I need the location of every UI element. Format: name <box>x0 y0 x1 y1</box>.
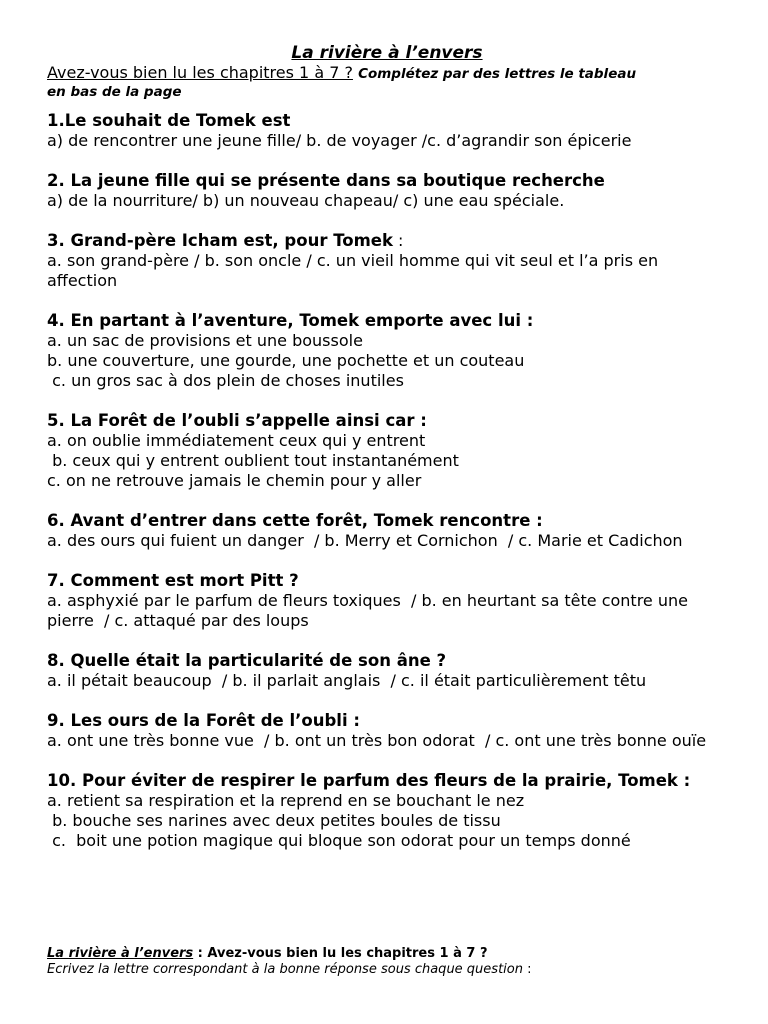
answer-options: a. asphyxié par le parfum de fleurs toxiques / b. en heurtant sa tête contre une pierre / c. attaqué par des loups <box>47 591 694 630</box>
question-8 <box>47 651 727 691</box>
question-heading <box>47 311 727 331</box>
question-7 <box>47 571 727 631</box>
question-heading <box>47 651 727 671</box>
intro-instruction-continued: en bas de la page <box>47 84 182 100</box>
question-text: 8. Quelle était la particularité de son âne ? <box>47 651 447 670</box>
question-text: 1.Le souhait de Tomek est <box>47 111 291 130</box>
answer-options: a. ont une très bonne vue / b. ont un très bon odorat / c. ont une très bonne ouïe <box>47 731 707 750</box>
question-text: 4. En partant à l’aventure, Tomek emporte avec lui : <box>47 311 534 330</box>
question-2 <box>47 171 727 211</box>
question-heading <box>47 171 727 191</box>
question-heading <box>47 711 727 731</box>
question-1 <box>47 111 727 151</box>
question-heading <box>47 571 727 591</box>
answer-options: b. bouche ses narines avec deux petites boules de tissu <box>47 811 501 830</box>
footer-title-rest: : Avez-vous bien lu les chapitres 1 à 7 ? <box>193 946 488 961</box>
answer-options: a. il pétait beaucoup / b. il parlait anglais / c. il était particulièrement têtu <box>47 671 647 690</box>
question-heading <box>47 771 727 791</box>
footer-instruction: Ecrivez la lettre correspondant à la bonne réponse sous chaque question <box>47 962 523 977</box>
footer-instruction-line <box>47 962 727 978</box>
question-4 <box>47 311 727 391</box>
question-text: 9. Les ours de la Forêt de l’oubli : <box>47 711 360 730</box>
question-text: 3. Grand-père Icham est, pour Tomek <box>47 231 393 250</box>
question-text: 5. La Forêt de l’oubli s’appelle ainsi car : <box>47 411 427 430</box>
question-heading <box>47 111 727 131</box>
footer-title: La rivière à l’envers <box>47 946 194 961</box>
answer-options: c. on ne retrouve jamais le chemin pour y aller <box>47 471 422 490</box>
worksheet-title: La rivière à l’envers <box>291 43 483 63</box>
question-9 <box>47 711 727 751</box>
question-10 <box>47 771 727 851</box>
answer-options: b. ceux qui y entrent oublient tout instantanément <box>47 451 459 470</box>
question-text: 2. La jeune fille qui se présente dans sa boutique recherche <box>47 171 605 190</box>
answer-table-header <box>47 946 727 978</box>
question-text: 10. Pour éviter de respirer le parfum des fleurs de la prairie, Tomek : <box>47 771 691 790</box>
intro-line <box>47 63 727 84</box>
answer-options: a. un sac de provisions et une boussole <box>47 331 363 350</box>
worksheet <box>47 43 727 871</box>
answer-options: a. des ours qui fuient un danger / b. Merry et Cornichon / c. Marie et Cadichon <box>47 531 683 550</box>
footer-title-line <box>47 946 727 962</box>
answer-options: a. retient sa respiration et la reprend en se bouchant le nez <box>47 791 525 810</box>
question-list <box>47 111 727 851</box>
question-suffix: : <box>392 231 404 250</box>
answer-options: c. boit une potion magique qui bloque son odorat pour un temps donné <box>47 831 631 850</box>
question-3 <box>47 231 727 291</box>
question-heading <box>47 511 727 531</box>
answer-options: c. un gros sac à dos plein de choses inutiles <box>47 371 404 390</box>
question-text: 6. Avant d’entrer dans cette forêt, Tomek rencontre : <box>47 511 543 530</box>
intro-instruction: Complétez par des lettres le tableau <box>358 66 637 82</box>
question-6 <box>47 511 727 551</box>
answer-options: a. on oublie immédiatement ceux qui y entrent <box>47 431 426 450</box>
footer-instruction-suffix: : <box>522 962 532 977</box>
answer-options: a) de la nourriture/ b) un nouveau chapeau/ c) une eau spéciale. <box>47 191 565 210</box>
question-5 <box>47 411 727 491</box>
question-heading <box>47 231 727 251</box>
answer-options: b. une couverture, une gourde, une pochette et un couteau <box>47 351 525 370</box>
question-heading <box>47 411 727 431</box>
intro-question: Avez-vous bien lu les chapitres 1 à 7 ? <box>47 63 353 82</box>
answer-options: a. son grand-père / b. son oncle / c. un vieil homme qui vit seul et l’a pris en affection <box>47 251 664 290</box>
question-text: 7. Comment est mort Pitt ? <box>47 571 299 590</box>
answer-options: a) de rencontrer une jeune fille/ b. de voyager /c. d’agrandir son épicerie <box>47 131 632 150</box>
